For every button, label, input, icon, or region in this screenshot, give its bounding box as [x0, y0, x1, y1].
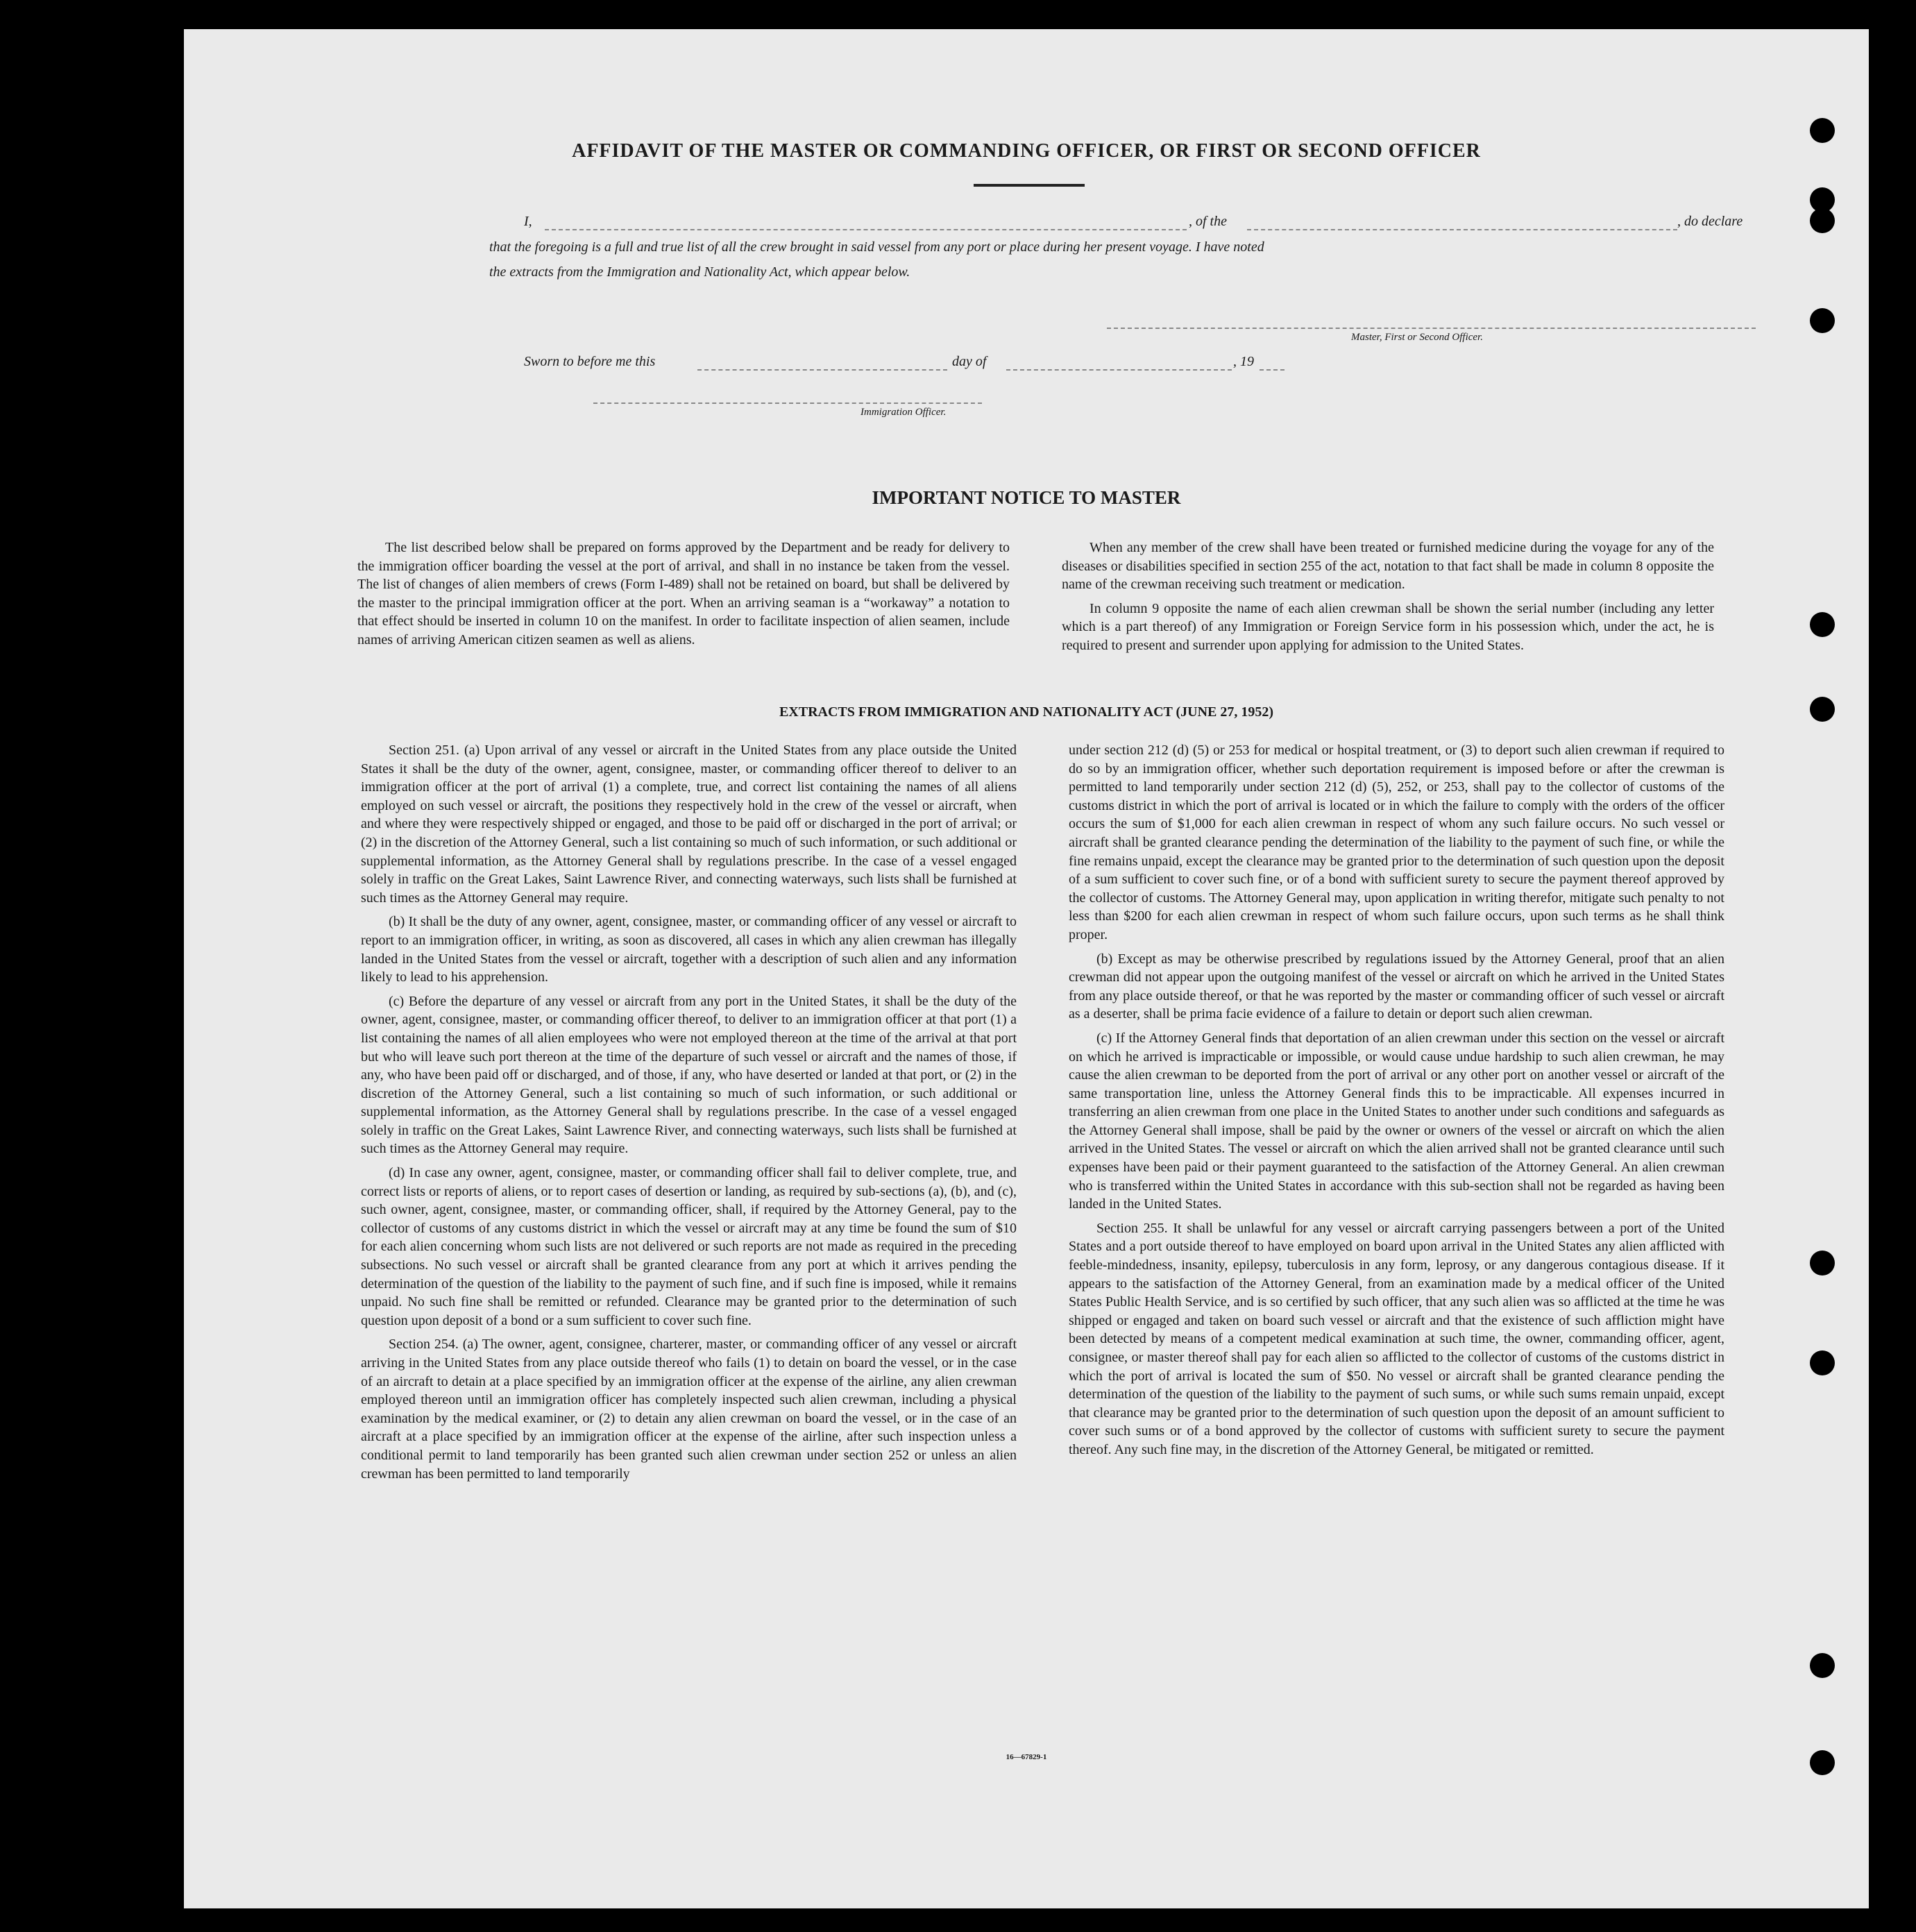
- notice-paragraph: The list described below shall be prepared on forms approved by the Department and be ready for delivery to the immigration officer boarding the vessel at the port of arrival, and shall in no instance be taken from the vessel. The list of changes of alien members of crews (Form I-489) shall not be retained on board, but shall be delivered by the master to the principal immigration officer at the port. When an arriving seaman is a “workaway” a notation to that effect should be inserted in column 10 on the manifest. In order to facilitate inspection of alien seamen, include names of arriving American citizen seamen as well as aliens.: [357, 540, 1010, 647]
- declaration-line-2: the extracts from the Immigration and Nationality Act, which appear below.: [489, 264, 910, 280]
- notice-paragraph: In column 9 opposite the name of each alien crewman shall be shown the serial number (including any letter which is a part thereof) of any Immigration or Foreign Service form in his possession which, under the act, he is required to present and surrender upon applying for admission to the United States.: [1062, 600, 1714, 653]
- vessel-name-field[interactable]: [1247, 229, 1677, 230]
- sworn-date-field[interactable]: [697, 369, 947, 371]
- section-254b-paragraph: (b) Except as may be otherwise prescribed by regulations issued by the Attorney General, proof that an alien crewman did not appear upon the outgoing manifest of the vessel or aircraft on which he arrived in the United States from any place outside thereof, or that he was reported by the master or commanding officer of such vessel or aircraft as a deserter, shall be prima facie evidence of a failure to detain or deport such alien crewman.: [1069, 951, 1724, 1022]
- notice-right-column: [1062, 539, 1714, 655]
- sworn-year-field[interactable]: [1260, 369, 1285, 371]
- punch-hole: [1810, 308, 1835, 333]
- extracts-right-column: [1069, 741, 1724, 1459]
- punch-hole: [1810, 697, 1835, 722]
- section-251c-paragraph: (c) Before the departure of any vessel or aircraft from any port in the United States, it shall be the duty of the owner, agent, consignee, master, or commanding officer thereof, to deliver to an immigration officer at that port (1) a list containing the names of all alien employees who were not employed thereon at the time of the arrival at that port but who will leave such port thereon at the time of the departure of such vessel or aircraft and the names of those, if any, who have been paid off or discharged, and of those, if any, who have deserted or landed at that port, or (2) in the discretion of the Attorney General, such a list containing so much of such information, or such additional or supplemental information, as the Attorney General shall by regulations prescribe. In the case of a vessel engaged solely in traffic on the Great Lakes, Saint Lawrence River, and connecting waterways, such lists shall be furnished at such times as the Attorney General may require.: [361, 993, 1017, 1157]
- section-254c-paragraph: (c) If the Attorney General finds that deportation of an alien crewman under this section on the vessel or aircraft on which he arrived is impracticable or impossible, or would cause undue hardship to such alien crewman, he may cause the alien crewman to be deported from the port of arrival or any other port on another vessel or aircraft of the same transportation line, unless the Attorney General finds this to be impracticable. All expenses incurred in transferring an alien crewman from one place in the United States to another under such conditions and safeguards as the Attorney General shall impose, shall be paid by the owner or owners of the vessel or aircraft on which the alien arrived in the United States. The vessel or aircraft on which the alien arrived shall not be granted clearance until such expenses have been paid or their payment guaranteed to the satisfaction of the Attorney General. An alien crewman who is transferred within the United States in accordance with this sub-section shall not be regarded as having been landed in the United States.: [1069, 1030, 1724, 1212]
- title-divider: [974, 184, 1085, 187]
- sworn-label: Sworn to before me this: [524, 354, 656, 369]
- extracts-title: EXTRACTS FROM IMMIGRATION AND NATIONALITY ACT (JUNE 27, 1952): [779, 704, 1274, 720]
- punch-hole: [1810, 612, 1835, 637]
- sworn-month-field[interactable]: [1006, 369, 1232, 371]
- punch-hole: [1810, 1350, 1835, 1375]
- punch-hole: [1810, 1750, 1835, 1775]
- notice-paragraph: When any member of the crew shall have been treated or furnished medicine during the voyage for any of the diseases or disabilities specified in section 255 of the act, notation to that fact shall be made in column 8 opposite the name of the crewman receiving such treatment or medication.: [1062, 540, 1714, 593]
- master-signature-label: Master, First or Second Officer.: [1351, 332, 1483, 343]
- affidavit-title: AFFIDAVIT OF THE MASTER OR COMMANDING OFFICER, OR FIRST OR SECOND OFFICER: [572, 140, 1481, 162]
- punch-hole: [1810, 208, 1835, 233]
- form-code: 16—67829-1: [1006, 1753, 1047, 1761]
- punch-hole: [1810, 1653, 1835, 1678]
- day-of-label: day of: [952, 354, 987, 369]
- immigration-officer-signature-field[interactable]: [593, 402, 982, 404]
- section-251b-paragraph: (b) It shall be the duty of any owner, agent, consignee, master, or commanding officer of any vessel or aircraft to report to an immigration officer, in writing, as soon as discovered, all cases in which any alien crewman has illegally landed in the United States from the vessel or aircraft, together with a description of such alien and any information likely to lead to his apprehension.: [361, 914, 1017, 985]
- punch-hole: [1810, 118, 1835, 143]
- notice-title: IMPORTANT NOTICE TO MASTER: [872, 487, 1181, 508]
- master-signature-field[interactable]: [1107, 328, 1756, 329]
- punch-hole: [1810, 1251, 1835, 1276]
- section-251a-paragraph: Section 251. (a) Upon arrival of any vessel or aircraft in the United States from any place outside the United States it shall be the duty of the owner, agent, consignee, master, or commanding officer thereof to deliver to an immigration officer at the port of arrival (1) a complete, true, and correct list containing the names of all aliens employed on such vessel or aircraft, the positions they respectively hold in the crew of the vessel or aircraft, when and where they were respectively shipped or engaged, and those to be paid off or discharged in the port of arrival; or (2) in the discretion of the Attorney General, such a list containing so much of such information, or such additional or supplemental information, as the Attorney General shall by regulations prescribe. In the case of a vessel engaged solely in traffic on the Great Lakes, Saint Lawrence River, and connecting waterways, such lists shall be furnished at such times as the Attorney General may require.: [361, 743, 1017, 906]
- section-255-paragraph: Section 255. It shall be unlawful for any vessel or aircraft carrying passengers between a port of the United States and a port outside thereof to have employed on board upon arrival in the United States any alien afflicted with feeble-mindedness, insanity, epilepsy, tuberculosis in any form, leprosy, or any dangerous contagious disease. If it appears to the satisfaction of the Attorney General, from an examination made by a medical officer of the United States Public Health Service, and is so certified by such officer, that any such alien was so afflicted at the time he was shipped or engaged and taken on board such vessel or aircraft and that the existence of such affliction might have been detected by means of a competent medical examination at such time, the owner, commanding officer, agent, consignee, or master thereof shall pay for each alien so afflicted to the collector of customs of the customs district in which the port of arrival is located the sum of $50. No vessel or aircraft shall be granted clearance pending the determination of the question of the liability to the payment of such sums, or while such sums remain unpaid, except that clearance may be granted prior to the determination of such question upon the deposit of an amount sufficient to cover such sums or of a bond approved by the collector of customs with sufficient surety to secure the payment thereof. Any such fine may, in the discretion of the Attorney General, be mitigated or remitted.: [1069, 1220, 1724, 1457]
- affidavit-of-the: , of the: [1189, 214, 1227, 229]
- immigration-officer-label: Immigration Officer.: [860, 407, 947, 418]
- officer-name-field[interactable]: [545, 229, 1187, 230]
- section-254a-paragraph: Section 254. (a) The owner, agent, consignee, charterer, master, or commanding officer of any vessel or aircraft arriving in the United States from any place outside thereof who fails (1) to detain on board the vessel, or in the case of an aircraft to detain at a place specified by an immigration officer at the expense of the airline, any alien crewman employed thereon until an immigration officer has completely inspected such alien crewman, including a physical examination by the medical examiner, or (2) to detain any alien crewman on board the vessel, or in the case of an aircraft at a place specified by an immigration officer at the expense of the airline, after such inspection unless a conditional permit to land temporarily has been granted such alien crewman under section 252 or unless an alien crewman has been permitted to land temporarily: [361, 1337, 1017, 1482]
- declaration-line-1: that the foregoing is a full and true list of all the crew brought in said vessel from any port or place during her present voyage. I have noted: [489, 239, 1264, 255]
- section-254a-continued-paragraph: under section 212 (d) (5) or 253 for medical or hospital treatment, or (3) to deport such alien crewman if required to do so by an immigration officer, whether such deportation requirement is imposed before or after the crewman is permitted to land temporarily under section 212 (d) (5), 252, or 253, shall pay to the collector of customs of the customs district in which the port of arrival is located or in which the failure to comply with the orders of the officer occurs the sum of $1,000 for each alien crewman in respect of whom any such failure occurs. No such vessel or aircraft shall be granted clearance pending the determination of the liability to the payment of such fine, or while the fine remains unpaid, except the clearance may be granted prior to the determination of such question upon the deposit of a sum sufficient to cover such fine, or of a bond with sufficient surety to secure the payment thereof approved by the collector of customs. The Attorney General may, upon application in writing therefor, mitigate such penalty to not less than $200 for each alien crewman in respect of whom such failure occurs, upon such terms as he shall think proper.: [1069, 743, 1724, 942]
- notice-left-column: [357, 539, 1010, 650]
- affidavit-do-declare: , do declare: [1677, 214, 1743, 229]
- extracts-left-column: [361, 741, 1017, 1483]
- year-prefix-label: , 19: [1233, 354, 1254, 369]
- section-251d-paragraph: (d) In case any owner, agent, consignee, master, or commanding officer shall fail to deliver complete, true, and correct lists or reports of aliens, or to report cases of desertion or landing, as required by sub-sections (a), (b), and (c), such owner, agent, consignee, master, or commanding officer, shall, if required by the Attorney General, pay to the collector of customs of any customs district in which the vessel or aircraft may at any time be found the sum of $10 for each alien concerning whom such lists are not delivered or such reports are not made as required in the preceding subsections. No such vessel or aircraft shall be granted clearance from any port at which it arrives pending the determination of the question of the liability to the payment of such fine, and if such fine is imposed, while it remains unpaid. No such fine shall be remitted or refunded. Clearance may be granted prior to the determination of such question upon deposit of a bond or a sum sufficient to cover such fine.: [361, 1165, 1017, 1328]
- affidavit-i-label: I,: [524, 214, 532, 229]
- form-page: [184, 29, 1869, 1908]
